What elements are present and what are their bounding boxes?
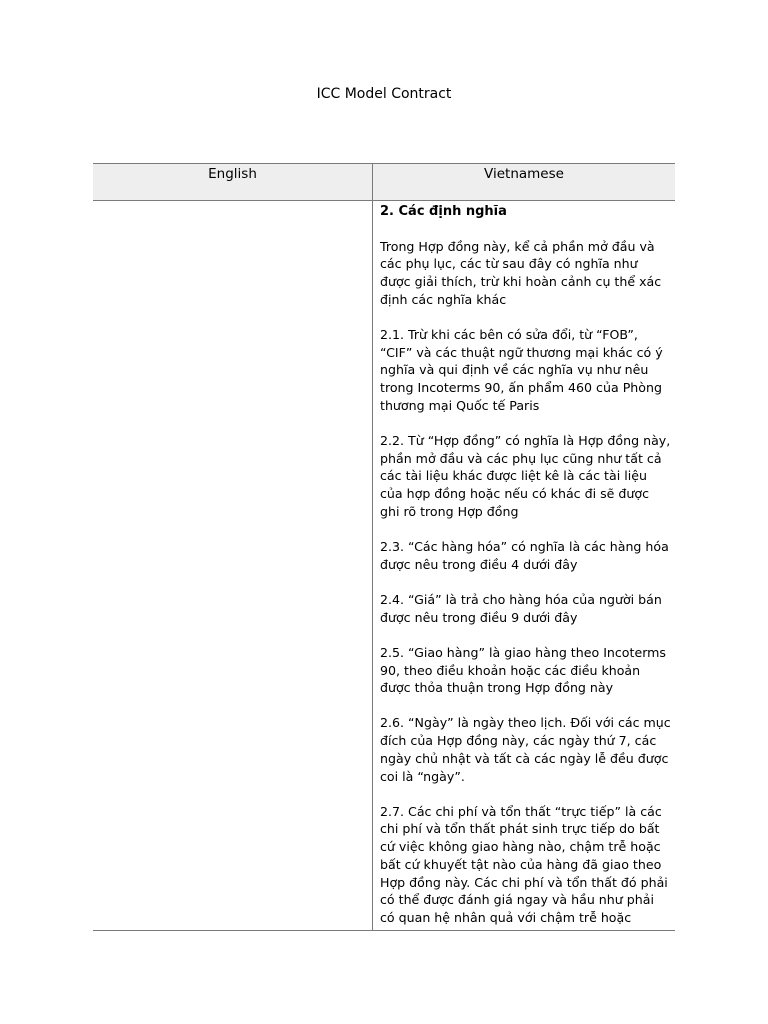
vietnamese-column-body bbox=[380, 203, 672, 944]
paragraph-2-2: 2.2. Từ “Hợp đồng” có nghĩa là Hợp đồng này, phần mở đầu và các phụ lục cũng như tất cả các tài liệu khác được liệt kê là các tài liệu của hợp đồng hoặc nếu có khác đi sẽ được ghi rõ trong Hợp đồng bbox=[380, 433, 671, 519]
paragraph-2-7: 2.7. Các chi phí và tổn thất “trực tiếp” là các chi phí và tổn thất phát sinh trực tiếp do bất cứ việc không giao hàng nào, chậm trễ hoặc bất cứ khuyết tật nào của hàng đã giao theo Hợp đồng này. Các chi phí và tổn thất đó phải có thể được đánh giá ngay và hầu như phải có quan hệ nhân quả với chậm trễ hoặc bbox=[380, 803, 668, 925]
paragraph-2-3: 2.3. “Các hàng hóa” có nghĩa là các hàng hóa được nêu trong điều 4 dưới đây bbox=[380, 539, 669, 572]
column-divider bbox=[372, 164, 373, 930]
document-title: ICC Model Contract bbox=[316, 86, 452, 102]
paragraph-intro: Trong Hợp đồng này, kể cả phần mở đầu và các phụ lục, các từ sau đây có nghĩa như được giải thích, trừ khi hoàn cảnh cụ thể xác định các nghĩa khác bbox=[380, 238, 662, 307]
translation-table bbox=[93, 163, 675, 931]
paragraph-2-1: 2.1. Trừ khi các bên có sửa đổi, từ “FOB”, “CIF” và các thuật ngữ thương mại khác có ý nghĩa và qui định về các nghĩa vụ như nêu trong Incoterms 90, ấn phẩm 460 của Phòng thương mại Quốc tế Paris bbox=[380, 327, 663, 413]
paragraph-2-4: 2.4. “Giá” là trả cho hàng hóa của người bán được nêu trong điều 9 dưới đây bbox=[380, 591, 662, 625]
table-header-row bbox=[93, 164, 675, 201]
vietnamese-column-header: Vietnamese bbox=[484, 166, 564, 182]
section-title: 2. Các định nghĩa bbox=[380, 204, 507, 219]
paragraph-2-5: 2.5. “Giao hàng” là giao hàng theo Incoterms 90, theo điều khoản hoặc các điều khoản được thỏa thuận trong Hợp đồng này bbox=[380, 644, 666, 696]
paragraph-2-6: 2.6. “Ngày” là ngày theo lịch. Đối với các mục đích của Hợp đồng này, các ngày thứ 7, các ngày chủ nhật và tất cà các ngày lễ đều được coi là “ngày”. bbox=[380, 715, 671, 784]
english-column-header: English bbox=[208, 166, 257, 182]
